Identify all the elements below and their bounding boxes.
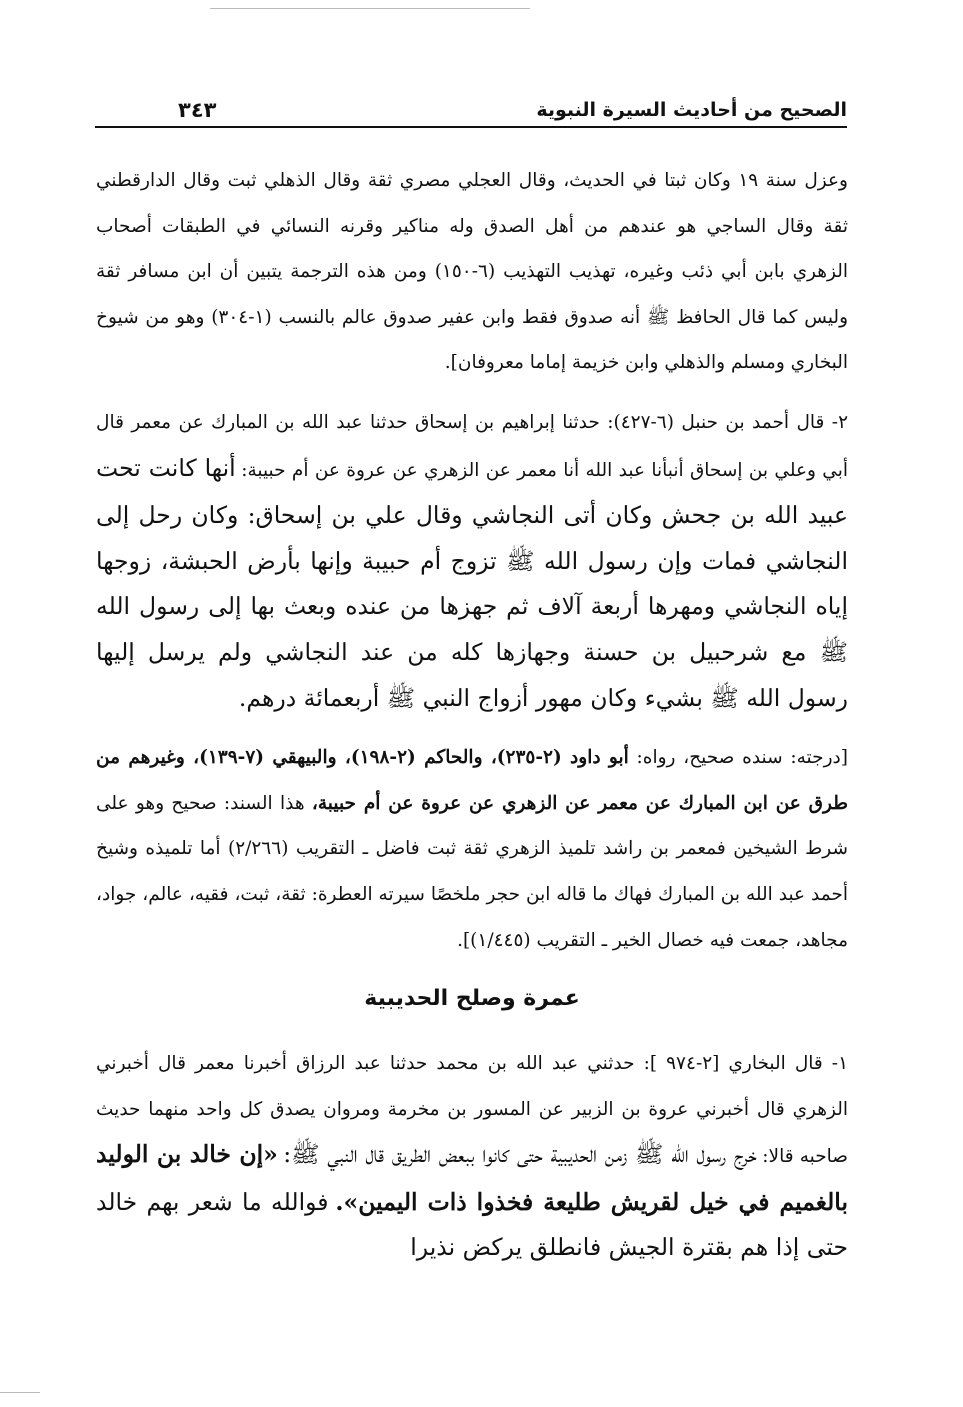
- scan-edge-line: [210, 8, 530, 9]
- paragraph-gap: [96, 386, 848, 400]
- grading-note: [96, 735, 848, 963]
- page-body: [96, 158, 848, 1271]
- narrator-biography-note: وعزل سنة ١٩ وكان ثبتا في الحديث، وقال العجلي مصري ثقة وقال الذهلي ثبت وقال الدارقطني ثقة وقال الساجي هو عندهم من أهل الصدق وله مناكير وقرنه النسائي في الطبقات أصحاب الزهري بابن أبي ذئب وغيره، تهذيب التهذيب (٦-١٥٠) ومن هذه الترجمة يتبين أن ابن مسافر ثقة وليس كما قال الحافظ ﷺ أنه صدوق فقط وابن عفير صدوق عالم بالنسب (١-٣٠٤) وهو من شيوخ البخاري ومسلم والذهلي وابن خزيمة إماما معروفان].: [96, 170, 849, 374]
- grading-label: [درجته:: [790, 747, 848, 769]
- book-title: الصحيح من أحاديث السيرة النبوية: [528, 96, 847, 124]
- hadith-2: [96, 400, 848, 721]
- header-rule: [95, 126, 847, 128]
- section-heading: عمرة وصلح الحديبية: [364, 986, 580, 1012]
- hadith-hudaybiyya-isnad: ١- قال البخاري [٢-٩٧٤ ]: حدثني عبد الله بن محمد حدثنا عبد الرزاق أخبرنا معمر قال أخبرني الزهري قال أخبرني عروة بن الزبير عن المسور بن مخرمة ومروان يصدق كل واحد منهما حديث صاحبه قالا:: [96, 1053, 848, 1168]
- hadith-hudaybiyya-matn-start: خرج رسول الله ﷺ زمن الحديبية حتى كانوا ببعض الطريق قال النبي ﷺ:: [283, 1140, 757, 1169]
- hadith-hudaybiyya: [96, 1041, 848, 1271]
- hadith-2-isnad: ٢- قال أحمد بن حنبل (٦-٤٢٧): حدثنا إبراهيم بن إسحاق حدثنا عبد الله بن المبارك عن معمر قال أبي وعلي بن إسحاق أنبأنا عبد الله أنا معمر عن الزهري عن عروة عن أم حبيبة:: [96, 411, 848, 481]
- grading-rest: هذا السند: صحيح وهو على شرط الشيخين فمعمر بن راشد تلميذ الزهري ثقة ثبت فاضل ـ التقريب (٢/٢٦٦) أما تلميذه وشيخ أحمد عبد الله بن المبارك فهاك ما قاله ابن حجر ملخصًا سيرته العطرة: ثقة، ثبت، فقيه، عالم، جواد، مجاهد، جمعت فيه خصال الخير ـ التقريب (١/٤٤٥)].: [96, 792, 848, 951]
- running-header: [95, 96, 847, 130]
- grading-sources: أبو داود (٢-٢٣٥)، والحاكم (٢-١٩٨)، والبيهقي (٧-١٣٩)، وغيرهم من طرق عن ابن المبارك عن معمر عن الزهري عن عروة عن أم حبيبة،: [96, 747, 848, 814]
- scan-edge-line: [0, 1392, 40, 1393]
- hadith-2-matn: أنها كانت تحت عبيد الله بن جحش وكان أتى النجاشي وقال علي بن إسحاق: وكان رحل إلى النجاشي فمات وإن رسول الله ﷺ تزوج أم حبيبة وإنها بأرض الحبشة، زوجها إياه النجاشي ومهرها أربعة آلاف ثم جهزها من عنده وبعث بها إلى رسول الله ﷺ مع شرحبيل بن حسنة وجهازها كله من عند النجاشي ولم يرسل إليها رسول الله ﷺ بشيء وكان مهور أزواج النبي ﷺ أربعمائة درهم.: [96, 453, 848, 712]
- paragraph-gap: [96, 721, 848, 735]
- hadith-hudaybiyya-matn-end: فوالله ما شعر بهم خالد حتى إذا هم بقترة الجيش فانطلق يركض نذيرا: [96, 1187, 848, 1262]
- prophetic-quote: «إن خالد بن الوليد بالغميم في خيل لقريش طليعة فخذوا ذات اليمين».: [96, 1140, 848, 1216]
- page-number: ٣٤٣: [170, 96, 224, 124]
- grading-sanad: سنده صحيح، رواه:: [636, 747, 783, 769]
